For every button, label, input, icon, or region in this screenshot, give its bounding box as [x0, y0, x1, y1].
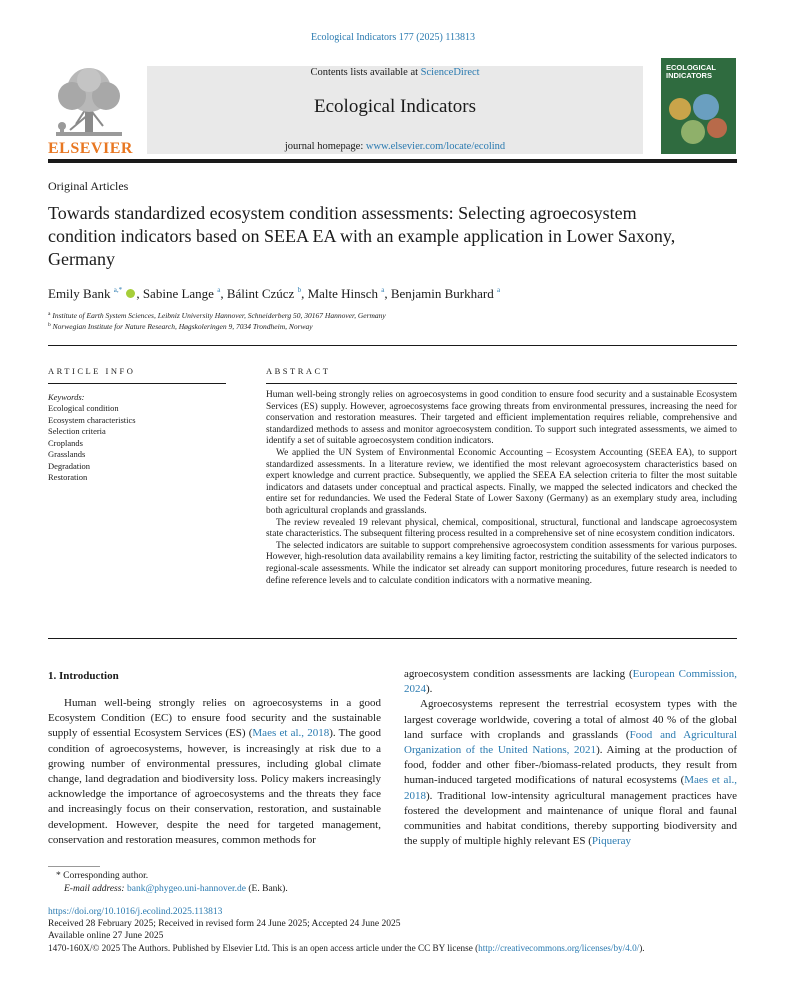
- intro-paragraph: [48, 696, 381, 848]
- citation-link[interactable]: European Commission, 2024: [404, 668, 737, 696]
- citation-link[interactable]: Maes et al., 2018: [252, 727, 330, 740]
- author-name[interactable]: Bálint Czúcz: [226, 286, 295, 301]
- intro-paragraph: [404, 667, 737, 697]
- affiliation-text: Institute of Earth System Sciences, Leibniz University Hannover, Schneiderberg 50, 30167 Hannover, Germany: [52, 311, 386, 320]
- abstract-rule: [266, 383, 737, 384]
- keyword: Restoration: [48, 472, 88, 482]
- journal-name: Ecological Indicators: [314, 96, 476, 117]
- email-link[interactable]: bank@phygeo.uni-hannover.de: [126, 884, 247, 894]
- author-affiliation-mark[interactable]: a: [497, 286, 501, 294]
- author-list: Emily Bank $^{a,*}$ , Sabine Lange $^a$, Bálint Czúcz $^b$, Malte Hinsch $^a$, Benjamin Burkhard $^a$: [48, 286, 501, 301]
- text-run: ). Aiming at the production of food, fodder and other fiber-/biomass-related products, they result from human-induced targeted modifications of natural ecosystems (: [404, 744, 737, 787]
- article-info-rule: [48, 383, 226, 384]
- publisher-name: ELSEVIER: [48, 140, 133, 157]
- article-info-heading: ARTICLE INFO: [48, 366, 136, 376]
- homepage-prefix: journal homepage:: [284, 141, 366, 152]
- elsevier-logo[interactable]: [48, 64, 133, 158]
- author-affiliation-mark[interactable]: a,*: [113, 286, 123, 294]
- license-suffix: ).: [639, 943, 645, 953]
- author-affiliation-mark[interactable]: a: [381, 286, 385, 294]
- keyword: Ecological condition: [48, 403, 119, 413]
- text-run: agroecosystem condition assessments are lacking (: [404, 668, 633, 680]
- sciencedirect-link[interactable]: ScienceDirect: [420, 67, 480, 78]
- author-name[interactable]: Sabine Lange: [142, 286, 214, 301]
- cover-photo-1: [669, 98, 691, 120]
- license-prefix: 1470-160X/© 2025 The Authors. Published by Elsevier Ltd. This is an open access article under the CC BY license (: [48, 943, 479, 953]
- journal-cover-image[interactable]: [661, 58, 736, 154]
- text-run: ). The good condition of agroecosystems, however, is increasingly at risk due to a growing number of environmental pressures, including global climate change, land degradation and biodiversity loss. Policy makers increasingly acknowledge the importance of agroecosystems and the threats they face and increasingly focus on their conservation, restoration, and sustainable development. However, despite the need for targeted management, conservation and restoration measures, common methods for: [48, 727, 381, 846]
- abstract-heading: ABSTRACT: [266, 366, 331, 376]
- text-run: Agroecosystems represent the terrestrial ecosystem types with the largest coverage worldwide, covering a total of almost 40 % of the global land surface with croplands and grasslands (: [404, 698, 737, 741]
- received-dates: Received 28 February 2025; Received in revised form 24 June 2025; Accepted 24 June 2025: [48, 919, 401, 929]
- keywords-list: [48, 403, 136, 484]
- license-line: [48, 943, 645, 953]
- article-title: Towards standardized ecosystem condition assessments: Selecting agroecosystem condition indicators based on SEEA EA with an example application in Lower Saxony, Germany: [48, 203, 676, 269]
- keywords-label: Keywords:: [48, 392, 85, 402]
- keyword: Selection criteria: [48, 426, 106, 436]
- citation-link[interactable]: Piqueray: [591, 835, 631, 848]
- introduction-heading: 1. Introduction: [48, 670, 119, 682]
- abstract-paragraph: We applied the UN System of Environmental Economic Accounting – Ecosystem Accounting (SEEA EA), to support standardized assessments. In a literature review, we identified the most relevant agroecosystem characteristics based on expert knowledge and current practice. Subsequently, we applied the SEEA EA selection criteria to filter the most suitable indicators and datasets under conceptual and practical aspects. Finally, we mapped the selected indicators and checked the entire set for redundancies. We used the Federal State of Lower Saxony (Germany) as an exemplary study area, including both agricultural croplands and grasslands.: [266, 447, 737, 516]
- text-run: Human well-being strongly relies on agroecosystems in a good Ecosystem Condition (EC) to ensure food security and the sustainable supply of essential Ecosystem Services (ES) (: [48, 697, 381, 740]
- citation-link[interactable]: Maes et al., 2018: [404, 774, 737, 802]
- corresponding-note: [56, 871, 148, 881]
- orcid-icon[interactable]: [126, 289, 135, 298]
- license-link[interactable]: http://creativecommons.org/licenses/by/4.0/: [478, 943, 640, 953]
- elsevier-tree-icon: [48, 64, 130, 140]
- contents-line: [147, 67, 643, 78]
- cover-title: ECOLOGICAL INDICATORS: [666, 63, 716, 80]
- cover-photo-4: [707, 118, 727, 138]
- footnote-rule: [48, 866, 100, 867]
- affiliation-rule: [48, 345, 737, 346]
- abstract-body: [266, 390, 737, 587]
- affiliation-b: [48, 322, 313, 331]
- homepage-link[interactable]: www.elsevier.com/locate/ecolind: [365, 141, 506, 152]
- text-run: ). Traditional low-intensity agricultural management practices have fostered the development and maintenance of unique floral and faunal communities and habitat conditions, thereby supporting biodiversity and the supply of multiple highly relevant ES (: [404, 789, 737, 848]
- affiliation-mark: b: [48, 322, 51, 328]
- keyword: Grasslands: [48, 449, 86, 459]
- keyword: Ecosystem characteristics: [48, 414, 136, 425]
- affiliation-a: [48, 311, 386, 320]
- available-online: Available online 27 June 2025: [48, 931, 164, 941]
- intro-left-column: [48, 696, 381, 848]
- article-type: Original Articles: [48, 179, 129, 193]
- keyword: Degradation: [48, 460, 91, 471]
- email-label: E-mail address:: [64, 884, 125, 894]
- contents-prefix: Contents lists available at: [310, 67, 421, 78]
- citation-link[interactable]: Food and Agricultural Organization of the United Nations, 2021: [404, 728, 737, 757]
- author-name[interactable]: Benjamin Burkhard: [390, 286, 494, 301]
- affiliation-mark: a: [48, 311, 51, 317]
- journal-citation[interactable]: Ecological Indicators 177 (2025) 113813: [310, 32, 476, 43]
- header-rule: [48, 159, 737, 163]
- homepage-line: [147, 141, 643, 152]
- intro-right-column: [404, 667, 737, 849]
- affiliation-text: Norwegian Institute for Nature Research, Høgskoleringen 9, 7034 Trondheim, Norway: [52, 322, 313, 331]
- footnote-star: *: [56, 871, 61, 881]
- email-suffix: (E. Bank).: [248, 884, 288, 894]
- keyword: Croplands: [48, 437, 83, 448]
- text-run: ).: [426, 683, 433, 696]
- email-note: [64, 884, 288, 894]
- author-affiliation-mark[interactable]: a: [217, 286, 221, 294]
- abstract-paragraph: The selected indicators are suitable to support comprehensive agroecosystem condition assessments for various purposes. However, high-resolution data availability remains a key limiting factor, restricting the suitability of the selected indicators to regional-scale assessments. While the indicator set already can support monitoring procedures, future research is needed to define reference levels and to calculate condition indicators with a normative meaning.: [266, 540, 737, 586]
- abstract-paragraph: Human well-being strongly relies on agroecosystems in good condition to ensure food security and a sustainable Ecosystem Services (ES) supply. However, agroecosystems face growing threats from environmental pressures, increasing the need for conservation and restoration measures. Their targeted and efficient implementation requires reliable, comprehensive and standardized methods to assess and monitor agroecosystem condition. To support such integrated assessments, we aimed to identify a set of suitable agroecosystem condition indicators.: [266, 390, 737, 447]
- intro-paragraph: [404, 697, 737, 849]
- author-affiliation-mark[interactable]: b: [297, 286, 302, 294]
- corresponding-label: Corresponding author.: [63, 871, 149, 881]
- abstract-paragraph: The review revealed 19 relevant physical, chemical, compositional, structural, functional and landscape agroecosystem state characteristics. The subsequent filtering process resulted in a comprehensive set of nine ecosystem condition indicators.: [266, 517, 737, 540]
- author-name[interactable]: Malte Hinsch: [307, 286, 378, 301]
- cover-photo-3: [681, 120, 705, 144]
- abstract-end-rule: [48, 638, 737, 639]
- doi-link[interactable]: https://doi.org/10.1016/j.ecolind.2025.113813: [48, 907, 223, 917]
- author-name[interactable]: Emily Bank: [48, 286, 111, 301]
- cover-photo-2: [693, 94, 719, 120]
